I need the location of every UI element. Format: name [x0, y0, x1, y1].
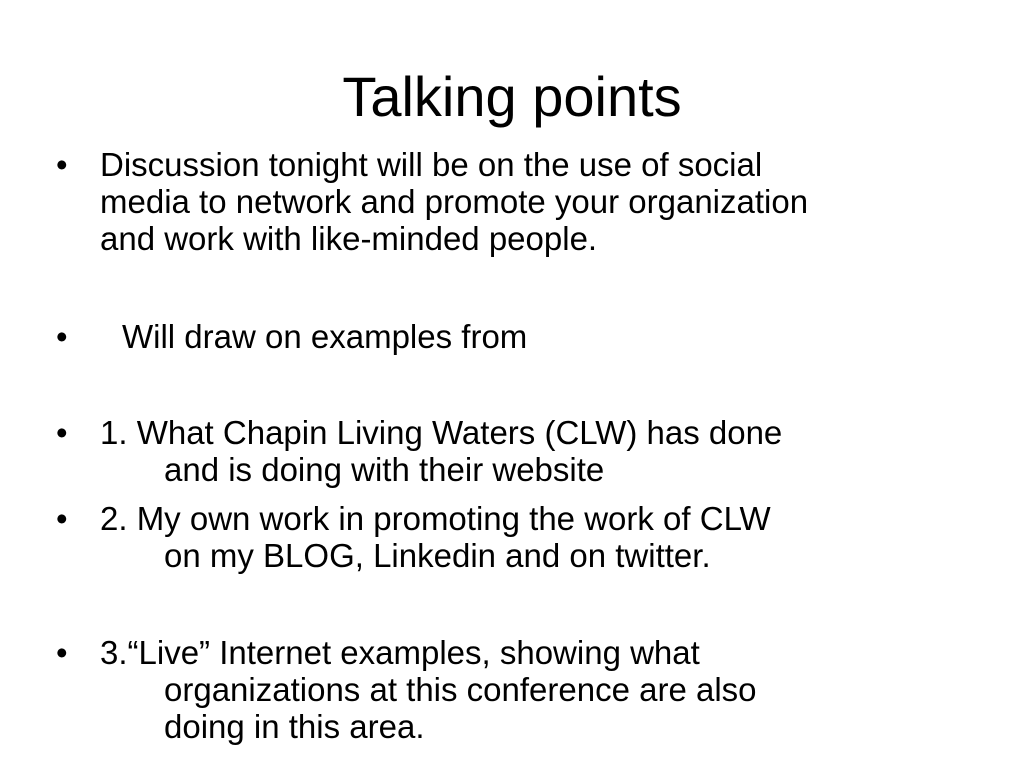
bullet-text — [100, 414, 976, 488]
slide-title: Talking points — [342, 65, 682, 128]
bullet-line: 1. What Chapin Living Waters (CLW) has done — [100, 414, 783, 451]
bullet-line: Will draw on examples from — [122, 318, 528, 355]
bullet-line: organizations at this conference are also — [164, 671, 757, 708]
bullet-line: 3.“Live” Internet examples, showing what — [100, 634, 700, 671]
bullet-line: on my BLOG, Linkedin and on twitter. — [164, 537, 711, 574]
bullet-line: 2. My own work in promoting the work of CLW — [100, 500, 771, 537]
bullet-text — [122, 318, 976, 355]
bullet-line: doing in this area. — [164, 708, 425, 745]
bullet-dot-icon: • — [56, 500, 68, 537]
bullet-dot-icon: • — [56, 318, 68, 355]
bullet-text — [100, 146, 976, 257]
bullet-line: and is doing with their website — [164, 451, 605, 488]
bullet-dot-icon: • — [56, 414, 68, 451]
bullet-item-own-work — [56, 500, 976, 574]
bullet-line: Discussion tonight will be on the use of social — [100, 146, 763, 183]
bullet-item-clw-website — [56, 414, 976, 488]
bullet-text — [100, 634, 976, 745]
bullet-text — [100, 500, 976, 574]
bullet-line: media to network and promote your organization — [100, 183, 809, 220]
bullet-line: and work with like-minded people. — [100, 220, 598, 257]
bullet-item-live-examples — [56, 634, 976, 745]
bullet-item-examples — [56, 318, 976, 355]
bullet-dot-icon: • — [56, 634, 68, 671]
bullet-dot-icon: • — [56, 146, 68, 183]
bullet-item-discussion — [56, 146, 976, 257]
